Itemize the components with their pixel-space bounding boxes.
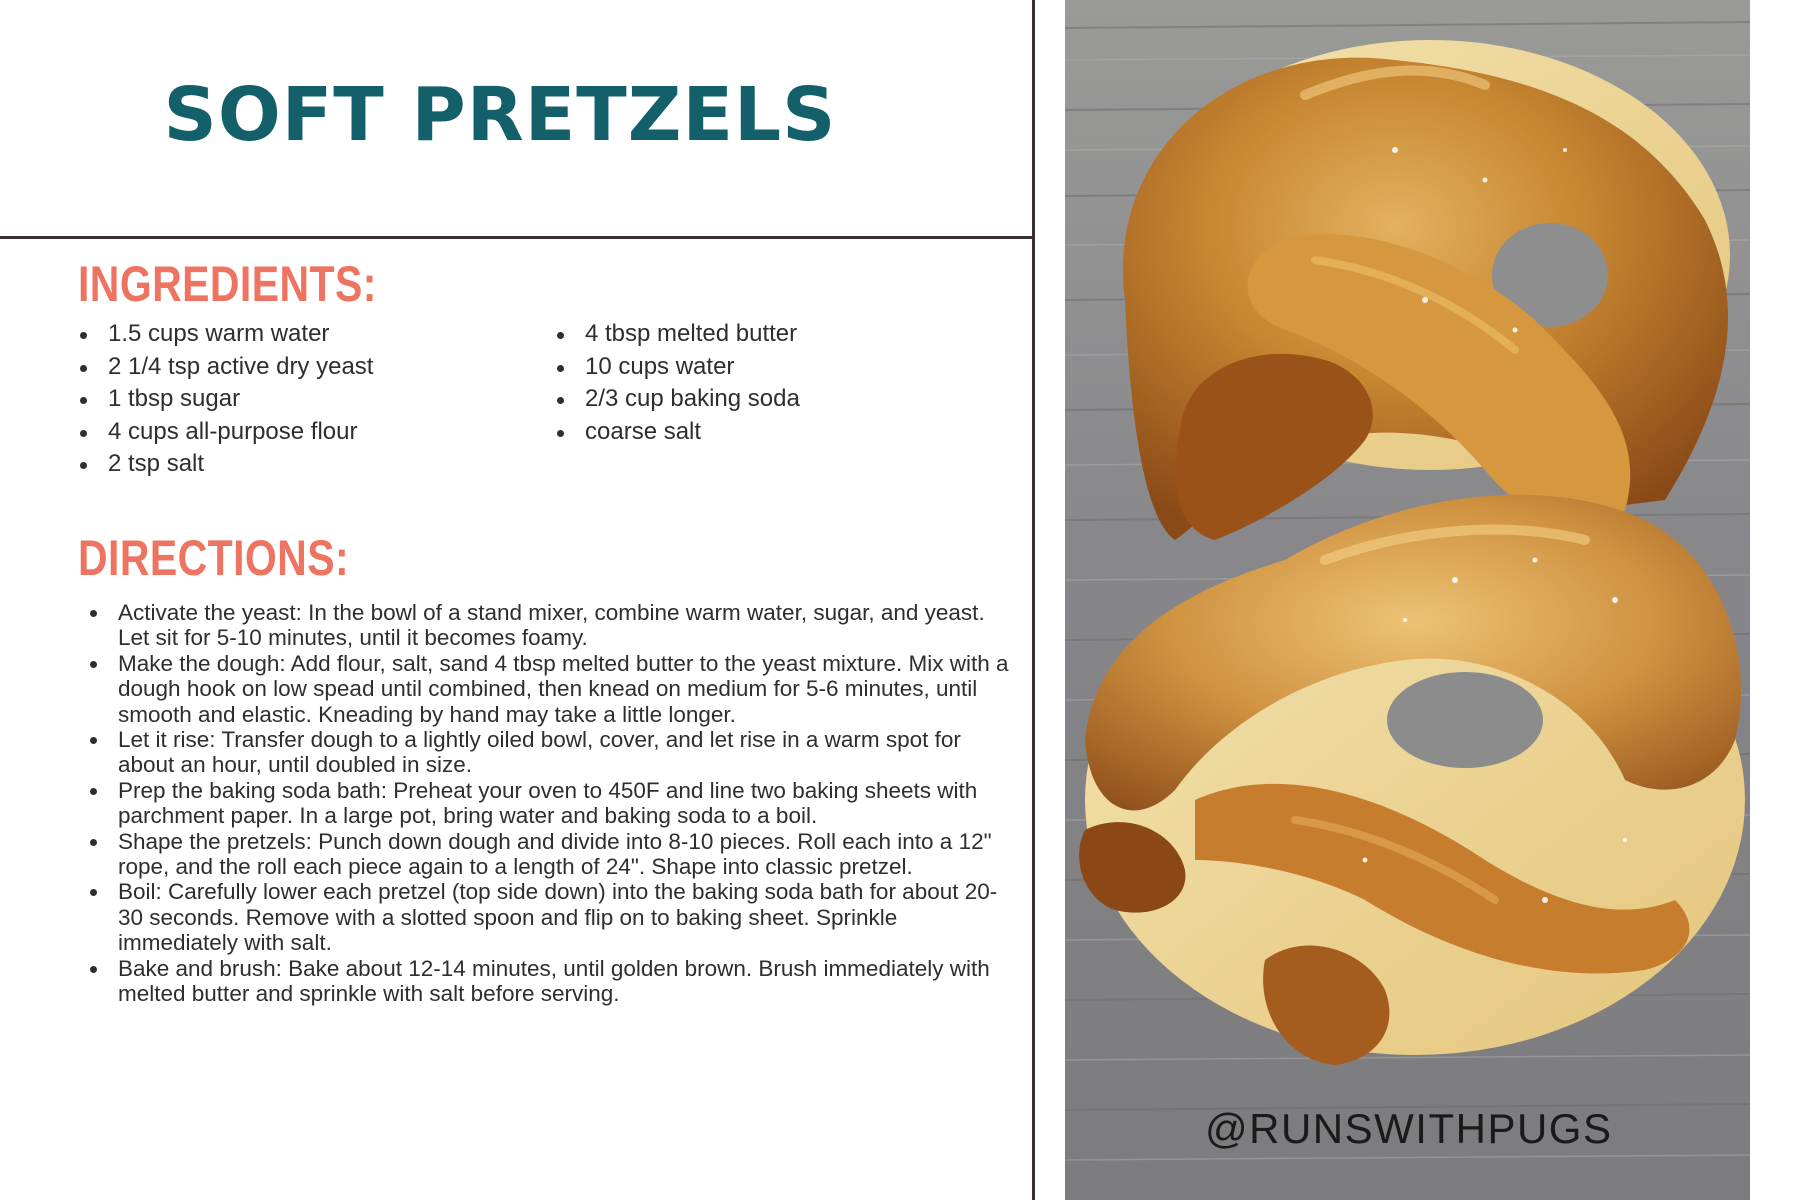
ingredient-item: 4 tbsp melted butter (555, 318, 800, 351)
direction-step: Activate the yeast: In the bowl of a stand mixer, combine warm water, sugar, and yeast. Let sit for 5-10 minutes, until it becomes foamy. (88, 600, 1018, 651)
ingredient-item: 4 cups all-purpose flour (78, 416, 373, 449)
pretzel-photo-illustration (1065, 0, 1750, 1200)
direction-step: Shape the pretzels: Punch down dough and divide into 8-10 pieces. Roll each into a 12" rope, and the roll each piece again to a length of 24". Shape into classic pretzel. (88, 829, 1018, 880)
direction-step: Make the dough: Add flour, salt, sand 4 tbsp melted butter to the yeast mixture. Mix with a dough hook on low spead until combined, then knead on medium for 5-6 minutes, until smooth and elastic. Kneading by hand may take a little longer. (88, 651, 1018, 727)
ingredient-item: 2 1/4 tsp active dry yeast (78, 351, 373, 384)
ingredient-item: 1.5 cups warm water (78, 318, 373, 351)
direction-step: Boil: Carefully lower each pretzel (top side down) into the baking soda bath for about 20-30 seconds. Remove with a slotted spoon and flip on to baking sheet. Sprinkle immediately with salt. (88, 879, 1018, 955)
vertical-divider (1032, 0, 1035, 1200)
ingredients-heading: INGREDIENTS: (78, 256, 377, 312)
direction-step: Bake and brush: Bake about 12-14 minutes, until golden brown. Brush immediately with melted butter and sprinkle with salt before serving. (88, 956, 1018, 1007)
ingredient-item: 2 tsp salt (78, 448, 373, 481)
ingredient-item: 10 cups water (555, 351, 800, 384)
direction-step: Let it rise: Transfer dough to a lightly oiled bowl, cover, and let rise in a warm spot for about an hour, until doubled in size. (88, 727, 1018, 778)
page-title: SOFT PRETZELS (163, 72, 837, 158)
photo-credit-handle: @RUNSWITHPUGS (1205, 1105, 1613, 1152)
ingredient-item: 1 tbsp sugar (78, 383, 373, 416)
ingredients-list-column-1 (78, 318, 373, 481)
card-header (0, 0, 1034, 237)
ingredients-list-column-2 (555, 318, 800, 448)
ingredient-item: coarse salt (555, 416, 800, 449)
ingredient-item: 2/3 cup baking soda (555, 383, 800, 416)
directions-list (88, 600, 1018, 1007)
directions-heading: DIRECTIONS: (78, 530, 350, 586)
direction-step: Prep the baking soda bath: Preheat your oven to 450F and line two baking sheets with parchment paper. In a large pot, bring water and baking soda to a boil. (88, 778, 1018, 829)
header-divider (0, 236, 1034, 239)
pretzel-photo (1065, 0, 1750, 1200)
